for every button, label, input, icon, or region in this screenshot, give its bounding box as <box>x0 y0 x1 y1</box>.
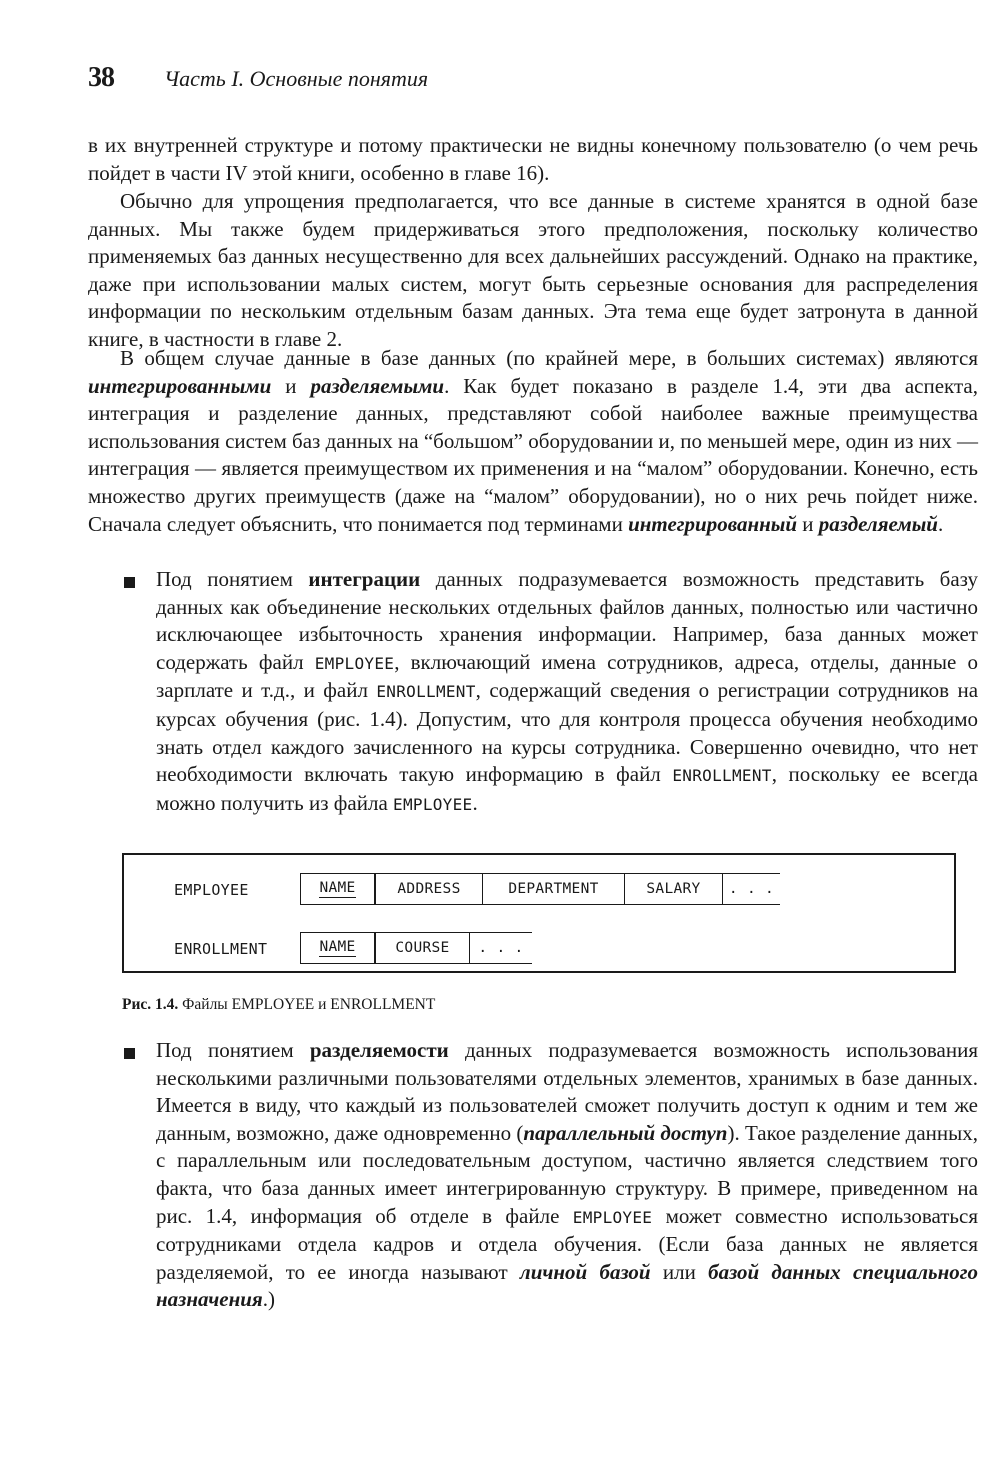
figure-caption: Рис. 1.4. Файлы EMPLOYEE и ENROLLMENT <box>122 996 436 1013</box>
term-integrated-2: интегрированный <box>628 511 798 536</box>
enrollment-file-label: ENROLLMENT <box>174 940 268 958</box>
term-shared: разделяемыми <box>310 373 445 398</box>
employee-file-label: EMPLOYEE <box>174 881 249 899</box>
field-more: . . . <box>478 940 524 956</box>
bullet-icon <box>124 1048 135 1059</box>
term-sharing: разделяемости <box>309 1038 449 1062</box>
term-integrated: интегрированными <box>88 373 272 398</box>
bullet-integration: Под понятием интеграции данных подразумевается возможность представить базу данных как объединение нескольких отдельных файлов данных, полностью или частично исключающее избыточность хранения информации. Например, база данных может содержать файл EMPLOYEE, включающий имена сотрудников, адреса, отделы, данные о зарплате и т.д., и файл ENROLLMENT, содержащий сведения о регистрации сотрудников на курсах обучения (рис. 1.4). Допустим, что для контроля процесса обучения необходимо знать отдел каждого зачисленного на курсы сотрудника. Совершенно очевидно, что нет необходимости включать такую информацию в файл ENROLLMENT, поскольку ее всегда можно получить из файла EMPLOYEE. <box>156 567 979 815</box>
page-number: 38 <box>88 62 114 93</box>
part-title: Часть I. Основные понятия <box>164 66 429 91</box>
enrollment-record <box>300 932 532 964</box>
paragraph-integrated-shared: В общем случае данные в базе данных (по крайней мере, в больших системах) являются интегрированными и разделяемыми. Как будет показано в разделе 1.4, эти два аспекта, интеграция и разделение данных, представляют собой наиболее важные преимущества использования систем баз данных на “большом” оборудовании и, по меньшей мере, один из них — интеграция — является преимуществом их применения и на “малом” оборудовании. Конечно, есть множество других преимуществ (даже на “малом” оборудовании), но о них речь пойдет ниже. Сначала следует объяснить, что понимается под терминами интегрированный и разделяемый. <box>88 346 978 536</box>
bullet-icon <box>124 577 135 588</box>
field-department: DEPARTMENT <box>482 874 624 904</box>
field-course: COURSE <box>375 933 470 963</box>
field-salary: SALARY <box>624 874 722 904</box>
term-integration: интеграции <box>308 567 421 591</box>
field-more: . . . <box>722 874 780 904</box>
paragraph-continuation: в их внутренней структуре и потому практически не видны конечному пользователю (о чем речь пойдет в части IV этой книги, особенно в главе 16). <box>88 133 978 185</box>
employee-record <box>300 873 780 905</box>
bullet-sharing: Под понятием разделяемости данных подразумевается возможность использования несколькими различными пользователями отдельных элементов, хранимых в базе данных. Имеется в виду, что каждый из пользователей сможет получить доступ к одним и тем же данным, возможно, даже одновременно (параллельный доступ). Такое разделение данных, с параллельным или последовательным доступом, частично является следствием того факта, что база данных имеет интегрированную структуру. В примере, приведенном на рис. 1.4, информация об отделе в файле EMPLOYEE может совместно использоваться сотрудниками отдела кадров и отдела обучения. (Если база данных не является разделяемой, то ее иногда называют личной базой или базой данных специального назначения.) <box>156 1038 979 1312</box>
figure-employee-enrollment <box>122 853 956 973</box>
field-name: NAME <box>300 933 375 963</box>
paragraph-single-database: Обычно для упрощения предполагается, что все данные в системе хранятся в одной базе данных. Мы также будем придерживаться этого предположения, поскольку количество применяемых баз данных несущественно для всех дальнейших рассуждений. Однако на практике, даже при использовании малых систем, могут быть серьезные основания для распределения информации по нескольким отдельным базам данных. Эта тема еще будет затронута в данной книге, в частности в главе 2. <box>88 189 978 351</box>
field-name: NAME <box>300 874 375 904</box>
term-shared-2: разделяемый <box>818 511 938 536</box>
field-address: ADDRESS <box>375 874 482 904</box>
